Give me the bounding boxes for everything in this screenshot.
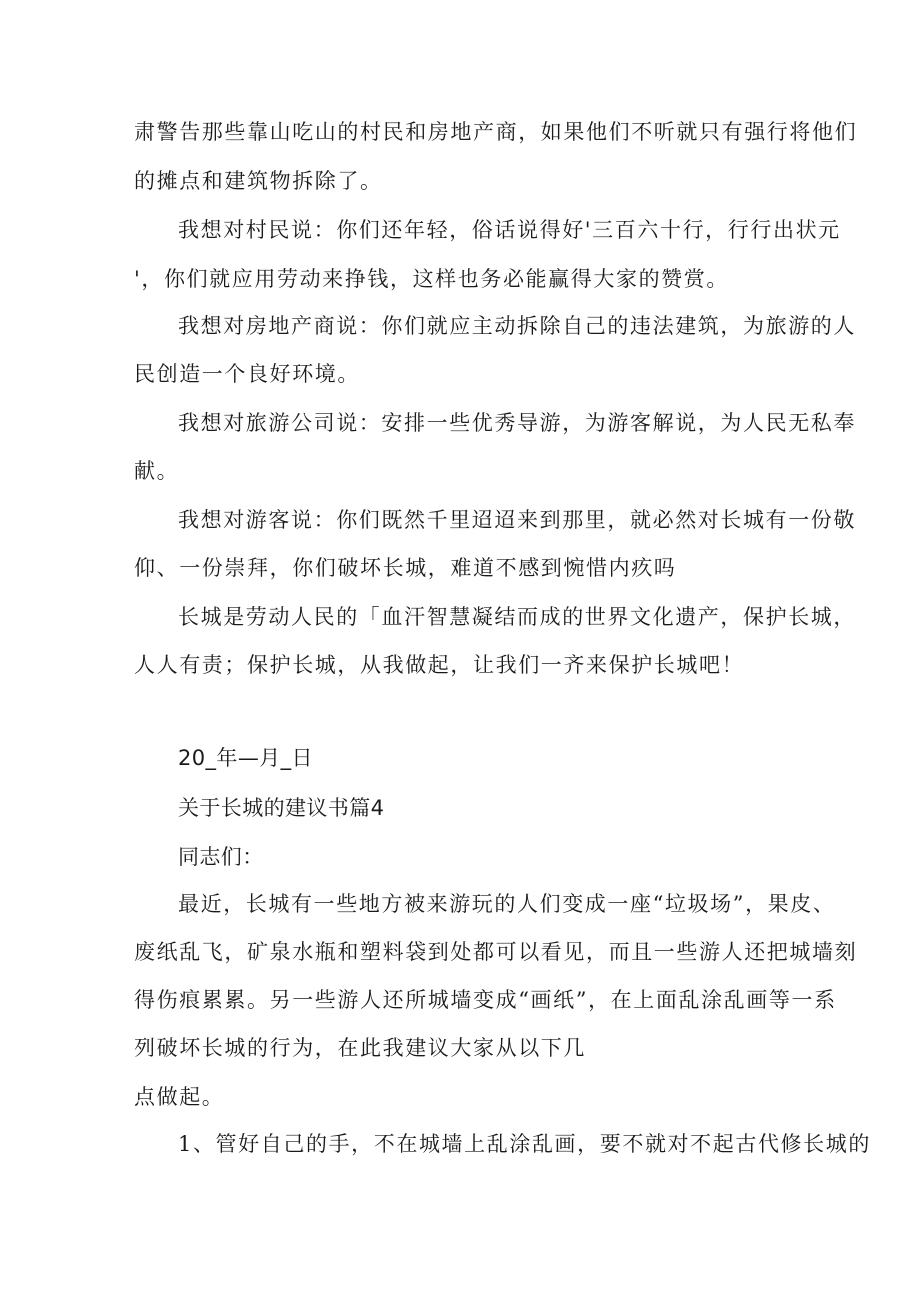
paragraph-line: 长城是劳动人民的「血汗智慧凝结而成的世界文化遗产，保护长城， xyxy=(178,605,856,629)
date-line: 20_年—月_日 xyxy=(178,746,313,770)
paragraph-line: 的摊点和建筑物拆除了。 xyxy=(134,169,383,193)
paragraph-line: 我想对村民说：你们还年轻，俗话说得好'三百六十行，行行出状元 xyxy=(178,218,841,242)
paragraph-line: 我想对游客说：你们既然千里迢迢来到那里，就必然对长城有一份敬 xyxy=(178,508,856,532)
paragraph-line: 献。 xyxy=(134,459,180,483)
paragraph-line: 废纸乱飞，矿泉水瓶和塑料袋到处都可以看见，而且一些游人还把城墙刻 xyxy=(134,940,858,964)
paragraph-line: 点做起。 xyxy=(134,1085,225,1109)
paragraph-line: 人人有责；保护长城，从我做起，让我们一齐来保护长城吧！ xyxy=(134,653,745,677)
paragraph-line: 肃警告那些靠山吃山的村民和房地产商，如果他们不听就只有强行将他们 xyxy=(134,120,858,144)
paragraph-line: 民创造一个良好环境。 xyxy=(134,362,360,386)
paragraph-line: 我想对房地产商说：你们就应主动拆除自己的违法建筑，为旅游的人 xyxy=(178,314,856,338)
paragraph-line: 我想对旅游公司说：安排一些优秀导游，为游客解说，为人民无私奉 xyxy=(178,411,856,435)
paragraph-line: 仰、一份崇拜，你们破坏长城，难道不感到惋惜内疚吗 xyxy=(134,556,677,580)
list-item: 1、管好自己的手，不在城墙上乱涂乱画，要不就对不起古代修长城的 xyxy=(178,1132,871,1156)
paragraph-line: 列破坏长城的行为，在此我建议大家从以下几 xyxy=(134,1036,586,1060)
salutation: 同志们： xyxy=(178,845,264,869)
paragraph-line: 最近，长城有一些地方被来游玩的人们变成一座“垃圾场”，果皮、 xyxy=(178,892,836,916)
paragraph-line: '，你们就应用劳动来挣钱，这样也务必能赢得大家的赞赏。 xyxy=(134,267,729,291)
section-title: 关于长城的建议书篇4 xyxy=(178,796,385,820)
paragraph-line: 得伤痕累累。另一些游人还所城墙变成“画纸”，在上面乱涂乱画等一系 xyxy=(134,988,837,1012)
